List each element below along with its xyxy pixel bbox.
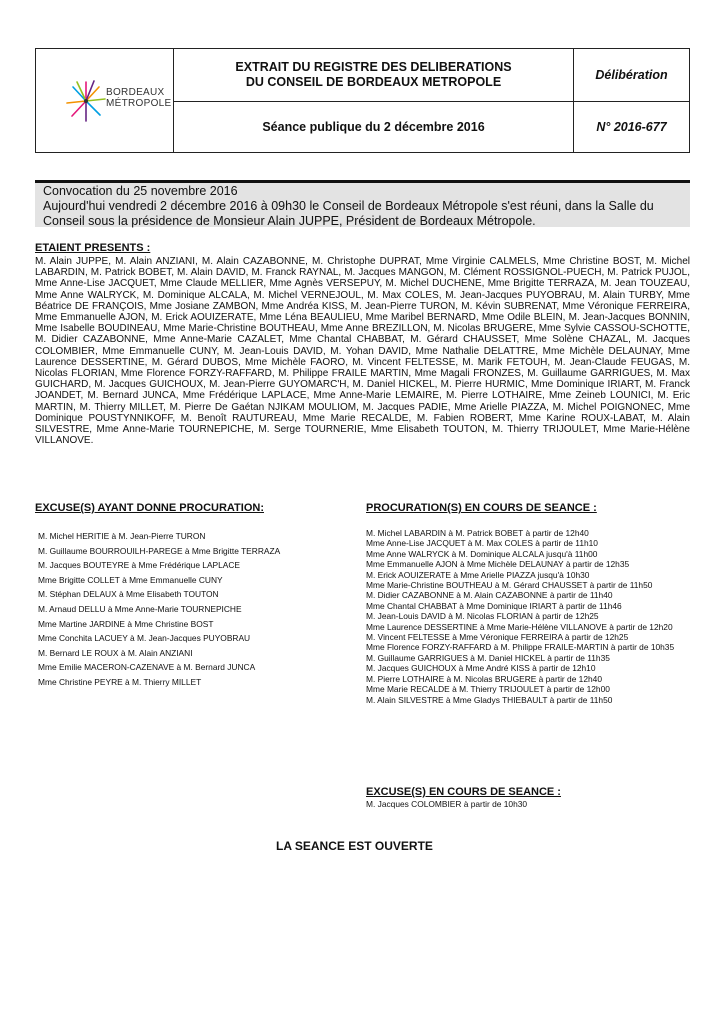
list-item: Mme Laurence DESSERTINE à Mme Marie-Hélène VILLANOVE à partir de 12h20 [366, 621, 673, 632]
convocation-text: Aujourd'hui vendredi 2 décembre 2016 à 09h30 le Conseil de Bordeaux Métropole s'est réuni, dans la Salle du Conseil sous la présidence de Monsieur Alain JUPPE, Président de Bordeaux Métropole. [43, 199, 654, 228]
list-item: M. Jacques GUICHOUX à Mme André KISS à partir de 12h10 [366, 663, 596, 674]
list-item: Mme Martine JARDINE à Mme Christine BOST [38, 618, 214, 629]
presents-list: M. Alain JUPPE, M. Alain ANZIANI, M. Alain CAZABONNE, M. Christophe DUPRAT, Mme Virginie CALMELS, Mme Christine BOST, M. Michel LABARDIN, M. Patrick BOBET, M. Alain DAVID, M. Franck RAYNAL, M. Jacques MANGON, M. Clément ROSSIGNOL-PUECH, M. Patrick PUJOL, Mme Anne-Lise JACQUET, Mme Claude MELLIER, Mme Agnès VERSEPUY, M. Michel DUCHENE, Mme Brigitte TERRAZA, M. Jean TOUZEAU, Mme Anne WALRYCK, M. Dominique ALCALA, M. Michel VERNEJOUL, M. Max COLES, M. Jean-Jacques PUYOBRAU, M. Alain TURBY, Mme Béatrice DE FRANÇOIS, Mme Josiane ZAMBON, Mme Andréa KISS, M. Jean-Pierre TURON, M. Kévin SUBRENAT, Mme Véronique FERREIRA, Mme Emmanuelle AJON, M. Erick AOUIZERATE, Mme Léna BEAULIEU, Mme Maribel BERNARD, Mme Odile BLEIN, M. Jean-Jacques BONNIN, Mme Isabelle BOUDINEAU, Mme Marie-Christine BOUTHEAU, Mme Anne BREZILLON, M. Nicolas BRUGERE, Mme Sylvie CASSOU-SCHOTTE, M. Didier CAZABONNE, Mme Anne-Marie CAZALET, Mme Chantal CHABBAT, M. Gérard CHAUSSET, Mme Solène CHAZAL, M. Jacques COLOMBIER, Mme Emmanuelle CUNY, M. Jean-Louis DAVID, M. Yohan DAVID, Mme Nathalie DELATTRE, Mme Michèle DELAUNAY, Mme Laurence DESSERTINE, M. Gérard DUBOS, Mme Michèle FAORO, M. Vincent FELTESSE, M. Marik FETOUH, M. Jean-Claude FEUGAS, M. Nicolas FLORIAN, Mme Florence FORZY-RAFFARD, M. Philippe FRAILE MARTIN, Mme Magali FRONZES, M. Guillaume GARRIGUES, M. Max GUICHARD, M. Jacques GUICHOUX, M. Jean-Pierre GUYOMARC'H, M. Daniel HICKEL, M. Pierre HURMIC, Mme Dominique IRIART, M. Franck JOANDET, M. Bernard JUNCA, Mme Frédérique LAPLACE, Mme Anne-Marie LEMAIRE, M. Pierre LOTHAIRE, Mme Zeineb LOUNICI, M. Eric MARTIN, M. Thierry MILLET, M. Pierre De Gaétan NJIKAM MOULIOM, M. Jacques PADIE, Mme Arielle PIAZZA, M. Michel POIGNONEC, Mme Dominique POUSTYNNIKOFF, M. Benoît RAUTUREAU, Mme Marie RECALDE, M. Fabien ROBERT, Mme Karine ROUX-LABAT, M. Alain SILVESTRE, Mme Anne-Marie TOURNEPICHE, M. Serge TOURNERIE, Mme Elisabeth TOUTON, M. Thierry TRIJOULET, Mme Marie-Hélène VILLANOVE. [35, 256, 690, 447]
list-item: M. Arnaud DELLU à Mme Anne-Marie TOURNEPICHE [38, 603, 242, 614]
title-line1: EXTRAIT DU REGISTRE DES DELIBERATIONS [235, 60, 512, 74]
presents-heading: ETAIENT PRESENTS : [35, 242, 151, 254]
convocation-box [35, 180, 690, 227]
list-item: M. Alain SILVESTRE à Mme Gladys THIEBAULT à partir de 11h50 [366, 694, 613, 705]
logo-text-line1: BORDEAUX [106, 87, 165, 98]
list-item: M. Stéphan DELAUX à Mme Elisabeth TOUTON [38, 589, 219, 600]
logo-text-line2: MÉTROPOLE [106, 98, 172, 109]
list-item: Mme Florence FORZY-RAFFARD à M. Philippe FRAILE-MARTIN à partir de 10h35 [366, 642, 675, 653]
excuses-seance-heading: EXCUSE(S) EN COURS DE SEANCE : [366, 786, 561, 798]
excuses-procuration-list [38, 529, 280, 690]
excuses-procuration-heading: EXCUSE(S) AYANT DONNE PROCURATION: [35, 502, 264, 514]
list-item: M. Erick AOUIZERATE à Mme Arielle PIAZZA jusqu'à 10h30 [366, 569, 590, 580]
register-title [174, 49, 574, 102]
list-item: Mme Marie-Christine BOUTHEAU à M. Gérard CHAUSSET à partir de 11h50 [366, 580, 653, 591]
list-item: Mme Emmanuelle AJON à Mme Michèle DELAUNAY à partir de 12h35 [366, 559, 630, 570]
list-item: M. Pierre LOTHAIRE à M. Nicolas BRUGERE à partir de 12h40 [366, 673, 602, 684]
deliberation-label: Délibération [574, 49, 689, 102]
logo-cell [36, 49, 174, 152]
list-item: M. Guillaume GARRIGUES à M. Daniel HICKEL à partir de 11h35 [366, 652, 610, 663]
starburst-logo-icon [64, 79, 108, 124]
convocation-date: Convocation du 25 novembre 2016 [43, 184, 238, 198]
list-item: M. Michel LABARDIN à M. Patrick BOBET à partir de 12h40 [366, 528, 589, 538]
header-table [35, 48, 690, 153]
list-item: M. Jean-Louis DAVID à M. Nicolas FLORIAN à partir de 12h25 [366, 611, 599, 622]
list-item: M. Jacques COLOMBIER à partir de 10h30 [366, 799, 528, 809]
list-item: Mme Anne WALRYCK à M. Dominique ALCALA jusqu'à 11h00 [366, 548, 598, 559]
list-item: Mme Marie RECALDE à M. Thierry TRIJOULET à partir de 12h00 [366, 684, 610, 695]
seance-date: Séance publique du 2 décembre 2016 [174, 102, 574, 152]
list-item: M. Vincent FELTESSE à Mme Véronique FERREIRA à partir de 12h25 [366, 632, 629, 643]
list-item: M. Guillaume BOURROUILH-PAREGE à Mme Brigitte TERRAZA [38, 545, 281, 556]
seance-ouverte: LA SEANCE EST OUVERTE [276, 839, 433, 853]
list-item: M. Bernard LE ROUX à M. Alain ANZIANI [38, 647, 193, 658]
list-item: M. Didier CAZABONNE à M. Alain CAZABONNE à partir de 11h40 [366, 590, 613, 601]
list-item: M. Michel HERITIE à M. Jean-Pierre TURON [38, 531, 206, 541]
list-item: Mme Brigitte COLLET à Mme Emmanuelle CUNY [38, 574, 223, 585]
list-item: Mme Conchita LACUEY à M. Jean-Jacques PUYOBRAU [38, 633, 251, 644]
excuses-seance-list [366, 799, 690, 809]
logo-wordmark [106, 87, 172, 109]
procurations-seance-list [366, 528, 690, 705]
list-item: M. Jacques BOUTEYRE à Mme Frédérique LAPLACE [38, 560, 241, 571]
list-item: Mme Emilie MACERON-CAZENAVE à M. Bernard JUNCA [38, 662, 256, 673]
title-line2: DU CONSEIL DE BORDEAUX METROPOLE [245, 75, 502, 89]
bordeaux-metropole-logo [64, 79, 174, 124]
procurations-seance-heading: PROCURATION(S) EN COURS DE SEANCE : [366, 502, 597, 514]
list-item: Mme Christine PEYRE à M. Thierry MILLET [38, 676, 202, 687]
deliberation-number: N° 2016-677 [596, 120, 667, 134]
list-item: Mme Chantal CHABBAT à Mme Dominique IRIART à partir de 11h46 [366, 600, 622, 611]
list-item: Mme Anne-Lise JACQUET à M. Max COLES à partir de 11h10 [366, 538, 598, 549]
